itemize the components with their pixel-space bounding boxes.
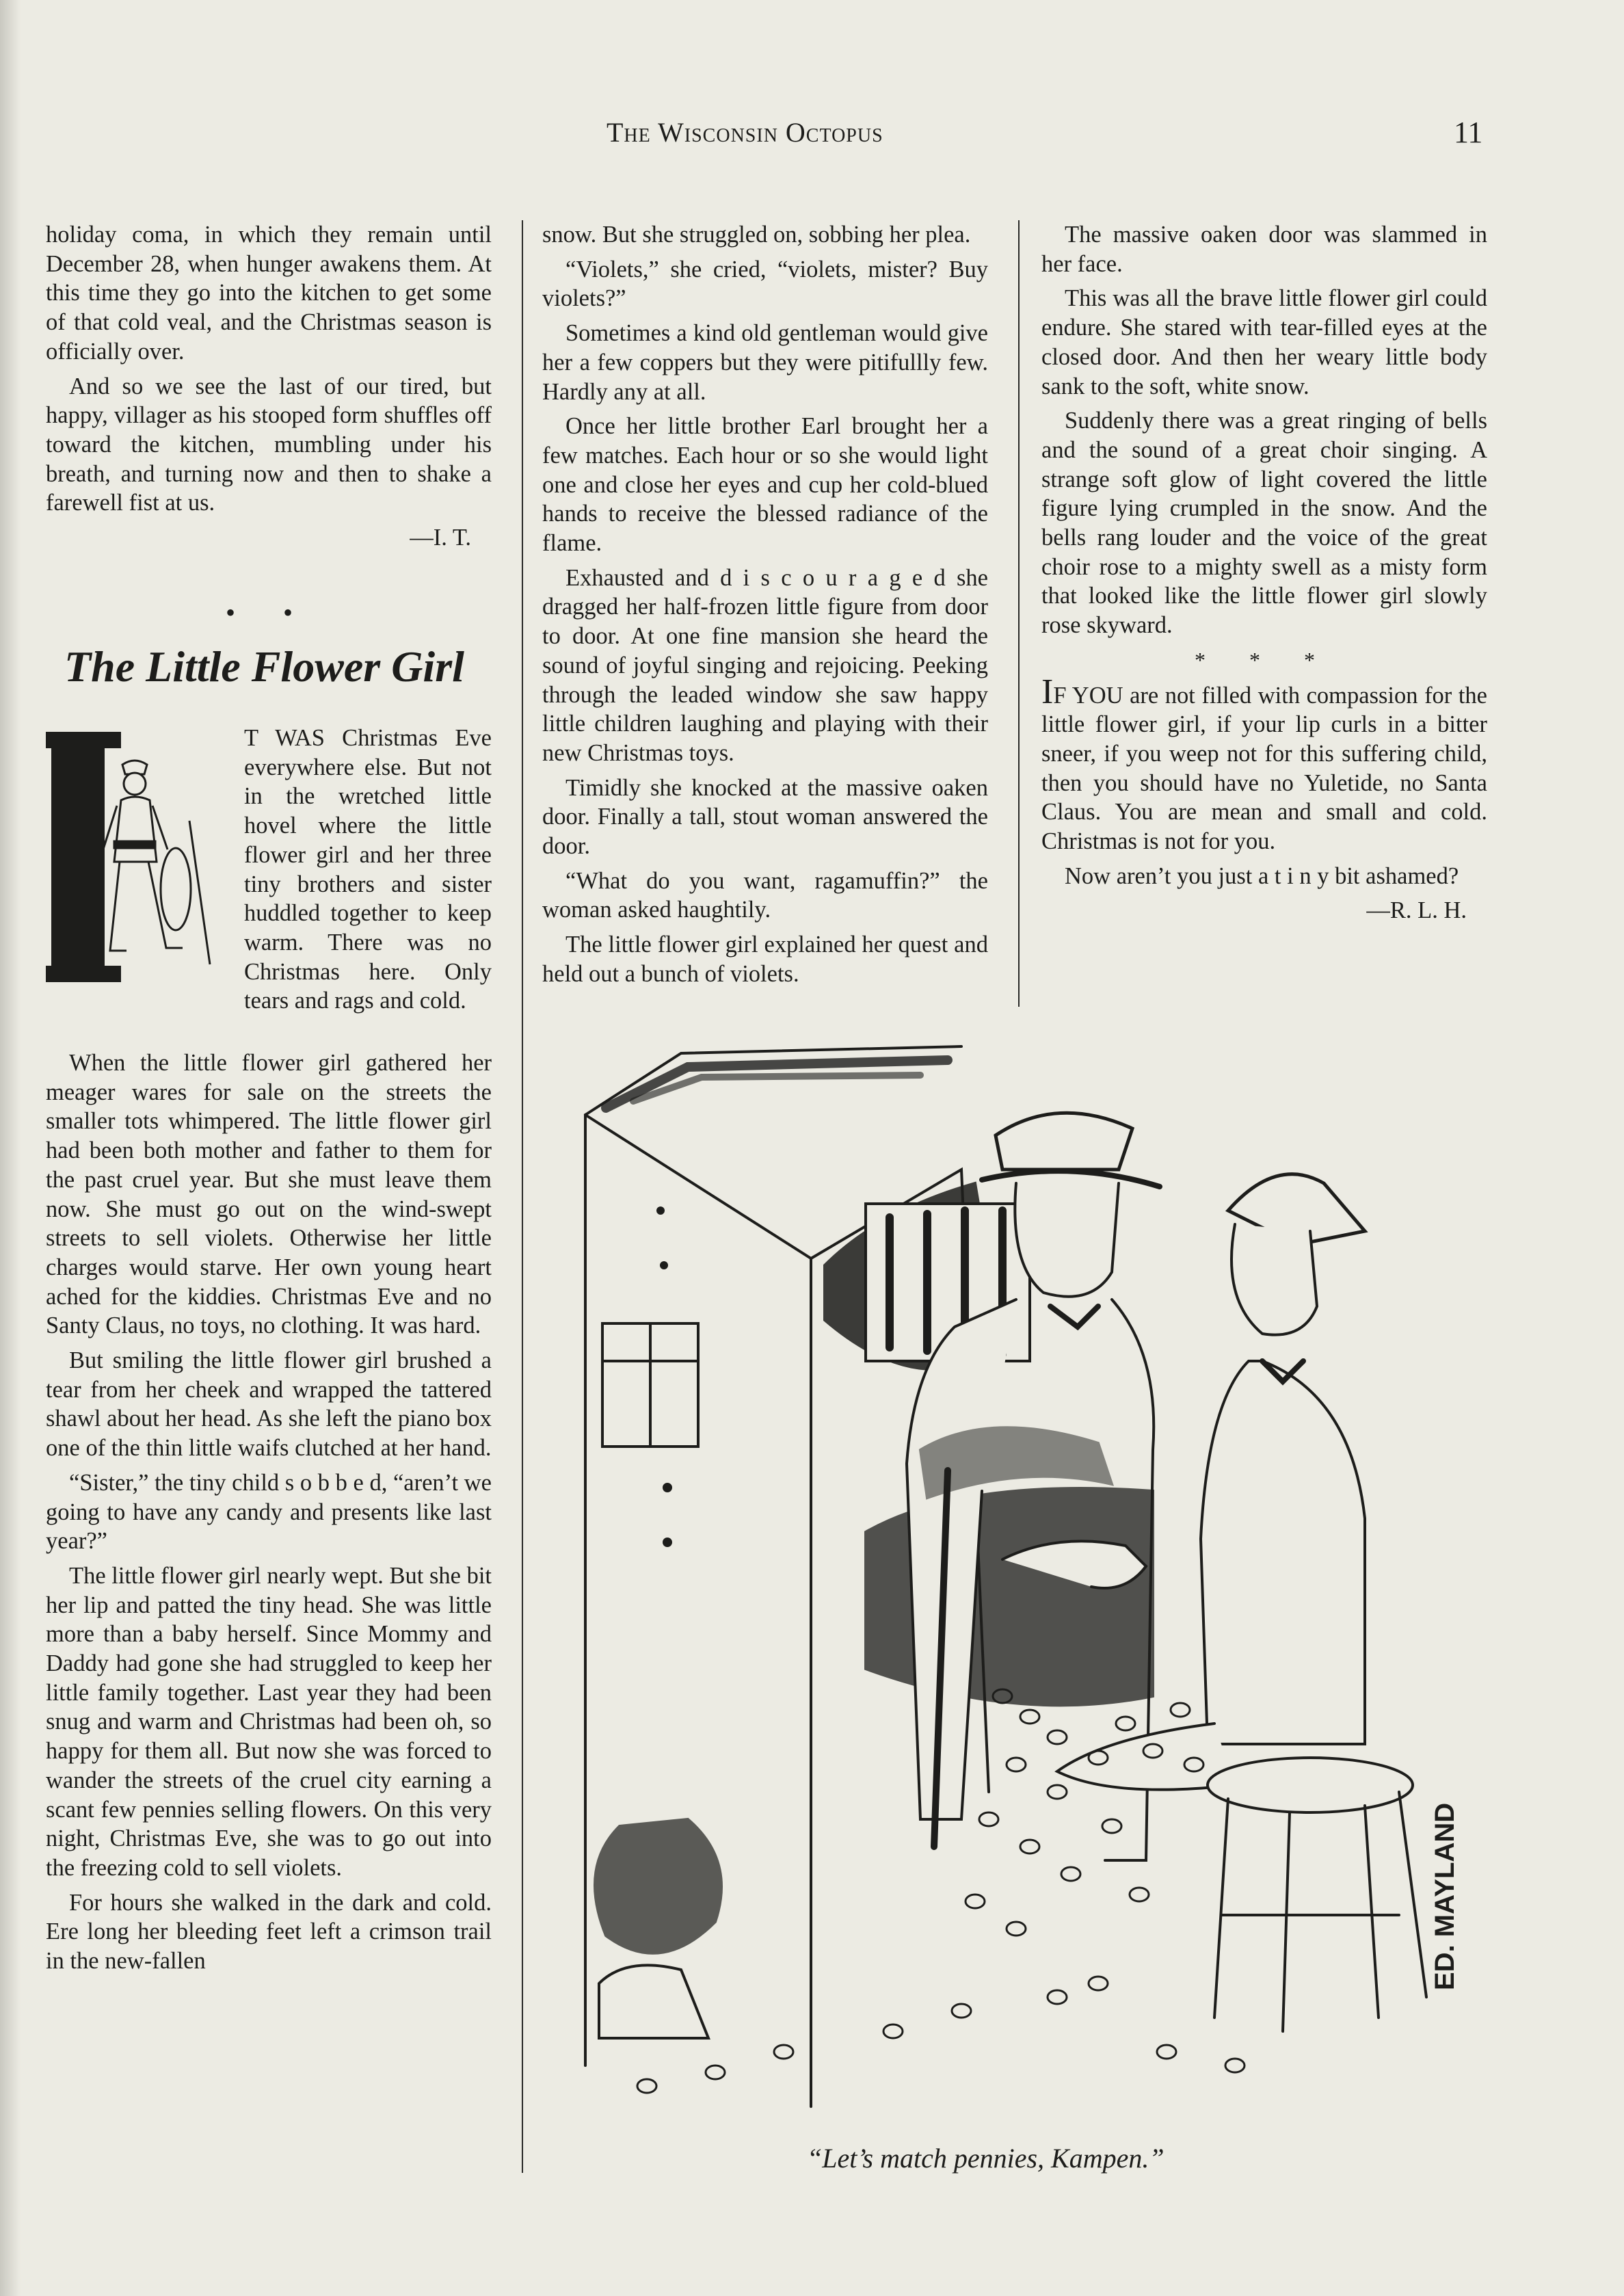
illustrated-drop-cap xyxy=(46,725,230,988)
paragraph: The little flower girl nearly wept. But she bit her lip and patted the tiny head. She was little more than a baby herself. Since Mommy and Daddy had gone she had struggled to keep her little family together. Last year they had been snug and warm and Christmas had been oh, so happy for them all. But now she was forced to wander the streets of the cruel city earning a scant few pennies selling flowers. On this very night, Christmas Eve, she was to go out into the freezing cold to sell violets. xyxy=(46,1562,492,1881)
story-opening xyxy=(46,724,492,1016)
page-gutter-shadow xyxy=(0,0,21,2296)
page-number: 11 xyxy=(1454,116,1483,149)
column-rule-2 xyxy=(1018,220,1020,1007)
section-separator: • • xyxy=(226,597,314,628)
column-2 xyxy=(542,220,988,994)
paragraph: The massive oaken door was slammed in her face. xyxy=(1041,222,1487,277)
paragraph: Now aren’t you just a t i n y bit ashamed? xyxy=(1065,862,1459,889)
cartoon-caption: “Let’s match pennies, Kampen.” xyxy=(807,2143,1164,2174)
column-rule-1 xyxy=(522,220,523,2173)
moral-paragraph xyxy=(1041,672,1487,856)
column-3 xyxy=(1041,220,1487,931)
story-title: The Little Flower Girl xyxy=(64,642,464,691)
paragraph: Exhausted and d i s c o u r a g e d she dragged her half-frozen little figure from door to door. At one fine mansion she heard the sound of joyful singing and rejoicing. Peeking through the leaded window she saw happy little children laughing and playing with their new Christmas toys. xyxy=(542,564,988,766)
moral-initial: I xyxy=(1041,672,1054,711)
paragraph-text: And so we see the last of our tired, but happy, villager as his stooped form shuffles off toward the kitchen, mumbling under his breath, and turning now and then to shake a farewell fist at us. xyxy=(46,373,492,516)
paragraph: “Violets,” she cried, “violets, mister? Buy violets?” xyxy=(542,256,988,312)
paragraph: When the little flower girl gathered her meager wares for sale on the streets the smaller tots whimpered. The little flower girl had been both mother and father to them for the past cruel year. But she must leave them now. She must go out on the wind-swept streets to sell violets. Otherwise her little charges would starve. Her own young heart ached for the kiddies. Christmas Eve and no Santy Claus, no toys, no clothing. It was hard. xyxy=(46,1050,492,1339)
section-stars: * * * xyxy=(1195,647,1334,672)
running-head xyxy=(0,116,1624,157)
paragraph: This was all the brave little flower girl could endure. She stared with tear-filled eyes at the closed door. And then her weary little body sank to the soft, white snow. xyxy=(1041,285,1487,399)
drop-cap-policeman-illustration xyxy=(46,725,230,988)
paragraph: Timidly she knocked at the massive oaken door. Finally a tall, stout woman answered the door. xyxy=(542,774,988,860)
paragraph: snow. But she struggled on, sobbing her plea. xyxy=(542,222,971,248)
paragraph: “What do you want, ragamuffin?” the woman asked haughtily. xyxy=(542,867,988,923)
cartoon-illustration xyxy=(578,1040,1498,2134)
column-1-top xyxy=(46,220,492,558)
paragraph: holiday coma, in which they remain until December 28, when hunger awakens them. At this time they go into the kitchen to get some of that cold veal, and the Christmas season is officially over. xyxy=(46,222,492,365)
opening-text: T WAS Christmas Eve everywhere else. But not in the wretched little hovel where the little flower girl and her three tiny brothers and sister huddled together to keep warm. There was no Christmas here. Only tears and rags and cold. xyxy=(244,725,492,1014)
paragraph: The little flower girl explained her quest and held out a bunch of violets. xyxy=(542,932,988,987)
moral-text: are not filled with compassion for the little flower girl, if your lip curls in a bitter sneer, if you weep not for this suffering child, then you should have no Yuletide, no Santa Claus. You are mean and small and cold. Christmas is not for you. xyxy=(1041,682,1487,855)
paragraph: “Sister,” the tiny child s o b b e d, “aren’t we going to have any candy and presents like last year?” xyxy=(46,1469,492,1555)
magazine-title: The Wisconsin Octopus xyxy=(607,117,883,148)
paragraph: Suddenly there was a great ringing of bells and the sound of a great choir singing. A strange soft glow of light covered the little figure lying crumpled in the snow. And the bells rang louder and the voice of the great choir rose to a mighty swell as a misty form that looked like the little flower girl slowly rose skyward. xyxy=(1041,408,1487,639)
paragraph xyxy=(46,372,492,518)
paragraph: Sometimes a kind old gentleman would give her a few coppers but they were pitifullly few. Hardly any at all. xyxy=(542,320,988,405)
paragraph: Once her little brother Earl brought her a few matches. Each hour or so she would light one and close her eyes and cup her cold-blued hands to receive the blessed radiance of the flame. xyxy=(542,413,988,557)
paragraph: For hours she walked in the dark and cold. Ere long her bleeding feet left a crimson trail in the new-fallen xyxy=(46,1889,492,1975)
artist-signature: ED. MAYLAND xyxy=(1430,1802,1460,1990)
paragraph: But smiling the little flower girl brushed a tear from her cheek and wrapped the tattered shawl about her head. As she left the piano box one of the thin little waifs clutched at her hand. xyxy=(46,1347,492,1462)
signature-rlh: —R. L. H. xyxy=(1366,897,1467,924)
column-1-story xyxy=(46,1048,492,1981)
cartoon-drawing xyxy=(578,1040,1498,2134)
signature-it: —I. T. xyxy=(410,525,471,551)
moral-lead: F YOU xyxy=(1053,682,1123,709)
